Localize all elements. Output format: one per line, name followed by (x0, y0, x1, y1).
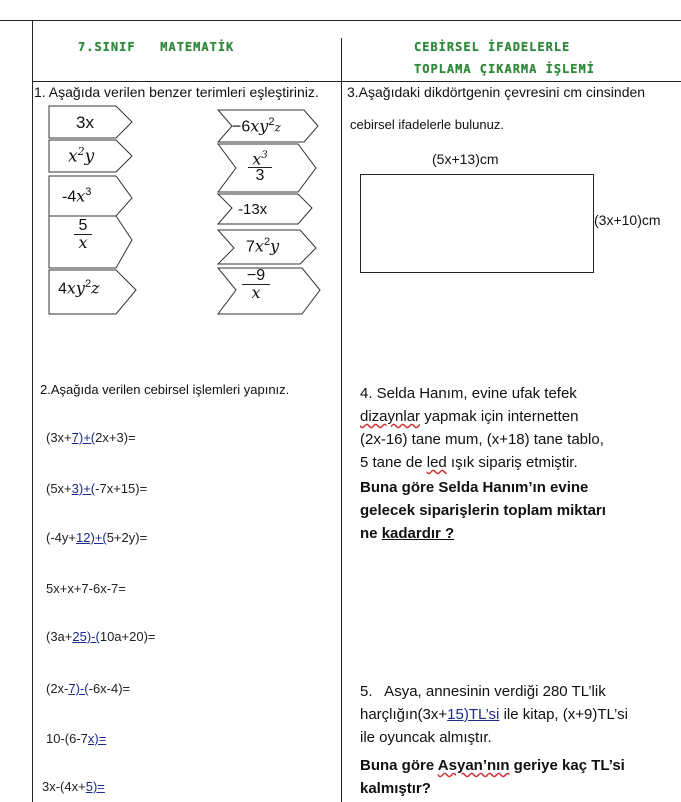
q2-expression-8 (42, 779, 105, 794)
q2-expression-6 (46, 681, 130, 696)
q2-expression-3-part-a: (-4y+ (46, 530, 76, 545)
q5-line2 (360, 703, 680, 726)
header-right-title-line1: CEBİRSEL İFADELERLE (414, 40, 571, 54)
q2-title: 2.Aşağıda verilen cebirsel işlemleri yapınız. (40, 382, 290, 397)
q2-expression-2-part-a: (5x+ (46, 481, 72, 496)
left-card-1-text: 3x (76, 113, 94, 132)
q5-line1: 5. Asya, annesinin verdiği 280 TL’lik (360, 683, 606, 700)
header-left-title: 7.SINIF MATEMATİK (78, 40, 235, 54)
q4-bold1: Buna göre Selda Hanım’ın evine (360, 479, 589, 496)
q2-expression-4-part-a: 5x+x+7-6x-7= (46, 581, 126, 596)
q5-bold1-c: geriye kaç TL’si (509, 757, 625, 774)
q4-bold2: gelecek siparişlerin toplam miktarı (360, 502, 606, 519)
q2-expression-7-part-b: x)= (87, 731, 107, 746)
right-card-1-text: $-6xy^2z$ (232, 116, 281, 136)
rectangle-height-label: (3x+10)cm (594, 212, 661, 228)
q2-expression-8-part-a: 3x-(4x+ (42, 779, 86, 794)
right-card-4-text: $7x^2y$ (246, 236, 280, 256)
q4-line2 (360, 405, 680, 428)
q4-line4 (360, 451, 680, 474)
left-card-2-text: $x^2y$ (68, 145, 95, 167)
q2-expression-4 (46, 581, 126, 596)
q2-expression-6-part-c: -6x-4)= (88, 681, 131, 696)
q4-block (360, 382, 680, 545)
q4-line4-c: ışık sipariş etmiştir. (446, 454, 578, 471)
q5-line2-b: 15)TL’si (447, 706, 500, 723)
q2-expression-5-part-c: 10a+20)= (99, 629, 156, 644)
q2-expression-2-part-c: -7x+15)= (95, 481, 148, 496)
q5-bold2: kalmıştır? (360, 780, 431, 797)
q4-dizaynlar: dizaynlar (360, 408, 421, 425)
rectangle-shape (360, 174, 594, 273)
left-border (32, 20, 33, 802)
q3-title-line2: cebirsel ifadelerle bulunuz. (350, 117, 504, 132)
q2-expression-2 (46, 481, 147, 496)
q2-expression-6-part-b: 7)-( (68, 681, 89, 696)
q2-expression-3 (46, 530, 147, 545)
q4-line1: 4. Selda Hanım, evine ufak tefek (360, 385, 577, 402)
left-card-5-text: $4xy^2z$ (58, 278, 100, 298)
q2-expression-5-part-b: 25)-( (72, 629, 100, 644)
q5-block (360, 680, 680, 800)
q4-bold3-a: ne (360, 525, 382, 542)
q2-expression-3-part-b: 12)+( (75, 530, 107, 545)
q2-expression-3-part-c: 5+2y)= (106, 530, 148, 545)
q1-title: 1. Aşağıda verilen benzer terimleri eşleştiriniz. (34, 84, 319, 100)
right-card-5-text: −9 x (242, 268, 270, 301)
q5-asyannin: Asyan’nın (437, 757, 510, 774)
q2-expression-6-part-a: (2x- (46, 681, 69, 696)
q5-line3: ile oyuncak almıştır. (360, 729, 492, 746)
rectangle-width-label: (5x+13)cm (432, 151, 499, 167)
q5-line2-c: ile kitap, (x+9)TL’si (499, 706, 628, 723)
q4-line3: (2x-16) tane mum, (x+18) tane tablo, (360, 431, 604, 448)
q2-expression-7 (46, 731, 106, 746)
left-card-4-text: 5 x (74, 218, 92, 251)
top-border (0, 20, 681, 21)
q4-line4-a: 5 tane de (360, 454, 427, 471)
right-card-2-text: $x^3$ 3 (248, 148, 272, 184)
q5-bold1-a: Buna göre (360, 757, 438, 774)
q2-expression-1-part-a: (3x+ (46, 430, 72, 445)
q4-led: led (426, 454, 447, 471)
q4-kadardir: kadardır ? (381, 525, 455, 542)
q2-expression-1 (46, 430, 136, 445)
q2-expression-8-part-b: 5)= (85, 779, 105, 794)
q2-expression-7-part-a: 10-(6-7 (46, 731, 88, 746)
q2-expression-1-part-b: 7)+( (71, 430, 96, 445)
q2-expression-5-part-a: (3a+ (46, 629, 73, 644)
q2-expression-1-part-c: 2x+3)= (95, 430, 136, 445)
q2-expression-5 (46, 629, 156, 644)
q4-bold3 (360, 522, 680, 545)
right-card-3-text: -13x (238, 201, 268, 218)
q5-line2-a: harçlığın(3x+ (360, 706, 448, 723)
left-card-3-text: $-4x^3$ (62, 186, 92, 206)
q3-title-line1: 3.Aşağıdaki dikdörtgenin çevresini cm cinsinden (347, 84, 646, 100)
q5-bold1 (360, 754, 680, 777)
q2-expression-2-part-b: 3)+( (71, 481, 96, 496)
q4-line2-rest: yapmak için internetten (420, 408, 579, 425)
header-right-title-line2: TOPLAMA ÇIKARMA İŞLEMİ (414, 62, 595, 76)
header-bottom-border (32, 81, 681, 82)
